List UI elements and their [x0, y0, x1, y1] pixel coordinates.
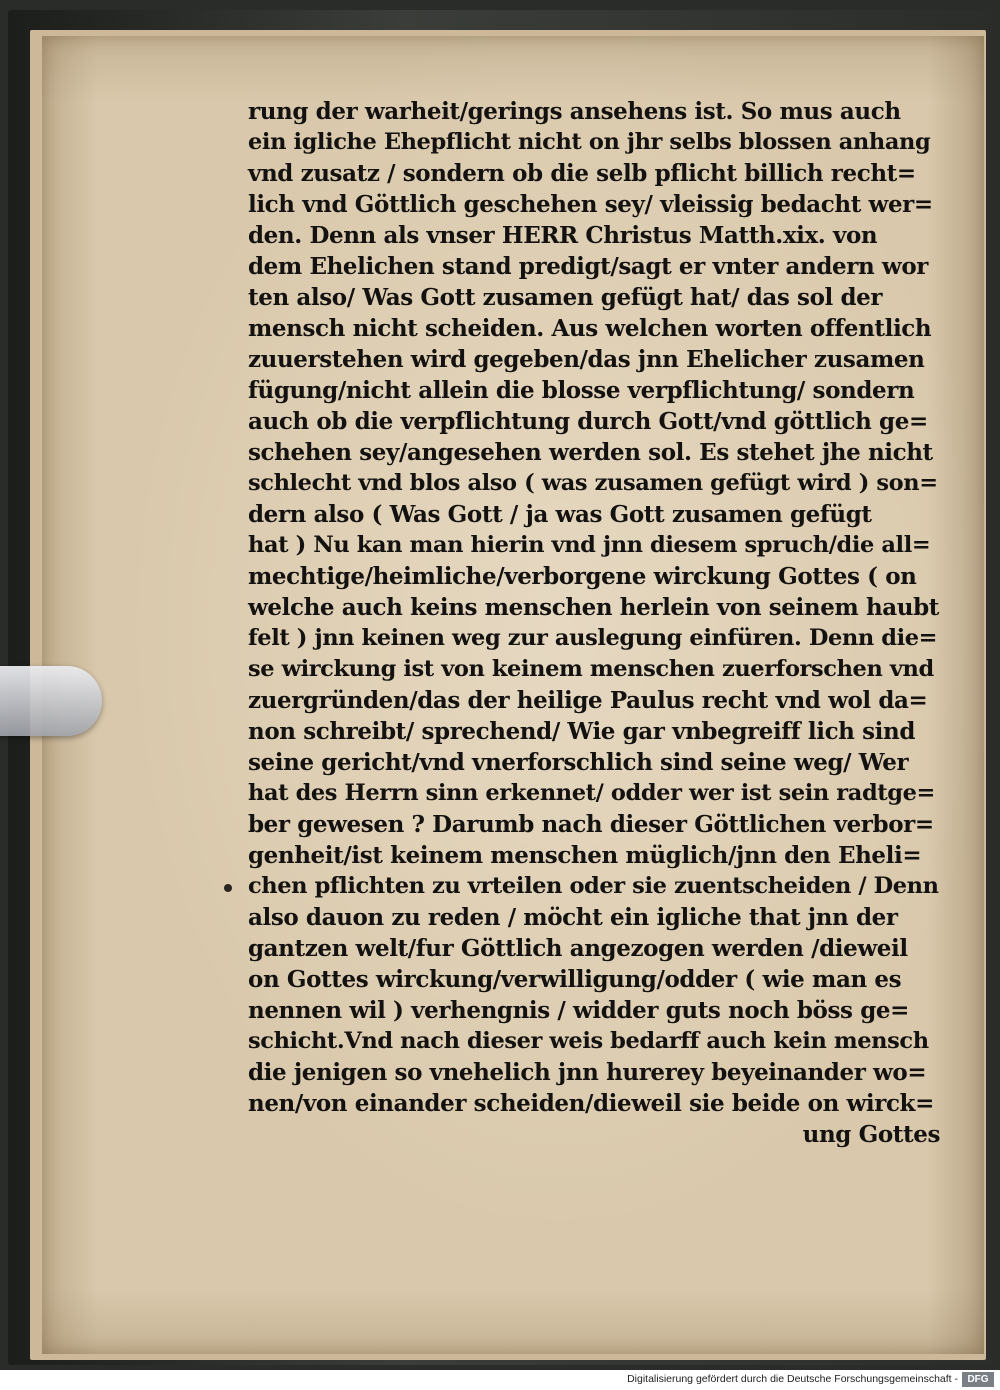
text-line: genheit/ist keinem menschen müglich/jnn den Eheli= — [248, 842, 922, 869]
text-line: zuuerstehen wird gegeben/das jnn Ehelicher zusamen — [248, 346, 925, 373]
text-line: hat des Herrn sinn erkennet/ odder wer ist sein radtge= — [248, 780, 935, 806]
text-line: schicht.Vnd nach dieser weis bedarff auch kein mensch — [248, 1028, 929, 1054]
text-line: felt ) jnn keinen weg zur auslegung einfüren. Denn die= — [248, 625, 938, 651]
text-line: fügung/nicht allein die blosse verpflichtung/ sondern — [248, 377, 915, 404]
text-line: se wirckung ist von keinem menschen zuerforschen vnd — [248, 656, 934, 682]
text-line: non schreibt/ sprechend/ Wie gar vnbegreiff lich sind — [248, 718, 916, 745]
text-line: on Gottes wirckung/verwilligung/odder ( wie man es — [248, 966, 902, 993]
text-line: mechtige/heimliche/verborgene wirckung Gottes ( on — [248, 563, 917, 590]
text-line: hat ) Nu kan man hierin vnd jnn diesem spruch/die all= — [248, 532, 931, 558]
text-line: nen/von einander scheiden/dieweil sie beide on wirck= — [248, 1090, 934, 1117]
text-line: dern also ( Was Gott / ja was Gott zusamen gefügt — [248, 501, 872, 528]
digitization-footer — [0, 1370, 1000, 1390]
text-line: nennen wil ) verhengnis / widder guts noch böss ge= — [248, 997, 909, 1024]
page-text-block — [248, 96, 940, 1150]
text-line: schehen sey/angesehen werden sol. Es stehet jhe nicht — [248, 439, 933, 466]
text-line: schlecht vnd blos also ( was zusamen gefügt wird ) son= — [248, 470, 938, 496]
text-line: mensch nicht scheiden. Aus welchen worten offentlich — [248, 315, 932, 342]
text-line: welche auch keins menschen herlein von seinem haubt — [248, 594, 940, 621]
text-line: auch ob die verpflichtung durch Gott/vnd göttlich ge= — [248, 408, 928, 435]
text-line: ein igliche Ehepflicht nicht on jhr selbs blossen anhang — [248, 129, 931, 155]
text-line: rung der warheit/gerings ansehens ist. So mus auch — [248, 98, 901, 125]
text-line: lich vnd Göttlich geschehen sey/ vleissig bedacht wer= — [248, 191, 933, 218]
text-line: ten also/ Was Gott zusamen gefügt hat/ das sol der — [248, 284, 883, 311]
dfg-logo: DFG — [962, 1372, 994, 1387]
text-line: seine gericht/vnd vnerforschlich sind seine weg/ Wer — [248, 749, 909, 776]
text-line: gantzen welt/fur Göttlich angezogen werden /dieweil — [248, 935, 908, 962]
text-line: zuergründen/das der heilige Paulus recht vnd wol da= — [248, 687, 928, 714]
text-line: also dauon zu reden / möcht ein igliche that jnn der — [248, 904, 898, 931]
text-line: die jenigen so vnehelich jnn hurerey beyeinander wo= — [248, 1059, 927, 1086]
text-line: den. Denn als vnser HERR Christus Matth.xix. von — [248, 222, 878, 249]
text-line: vnd zusatz / sondern ob die selb pflicht billich recht= — [248, 160, 916, 187]
text-line: ber gewesen ? Darumb nach dieser Göttlichen verbor= — [248, 811, 934, 838]
funding-credit: Digitalisierung gefördert durch die Deutsche Forschungsgemeinschaft - — [627, 1373, 958, 1385]
text-line: dem Ehelichen stand predigt/sagt er vnter andern wor — [248, 253, 928, 280]
catchword: ung Gottes — [802, 1121, 940, 1148]
text-line: chen pflichten zu vrteilen oder sie zuentscheiden / Denn — [248, 873, 939, 899]
marginal-mark — [224, 884, 232, 892]
page-holder-clip — [0, 666, 102, 736]
